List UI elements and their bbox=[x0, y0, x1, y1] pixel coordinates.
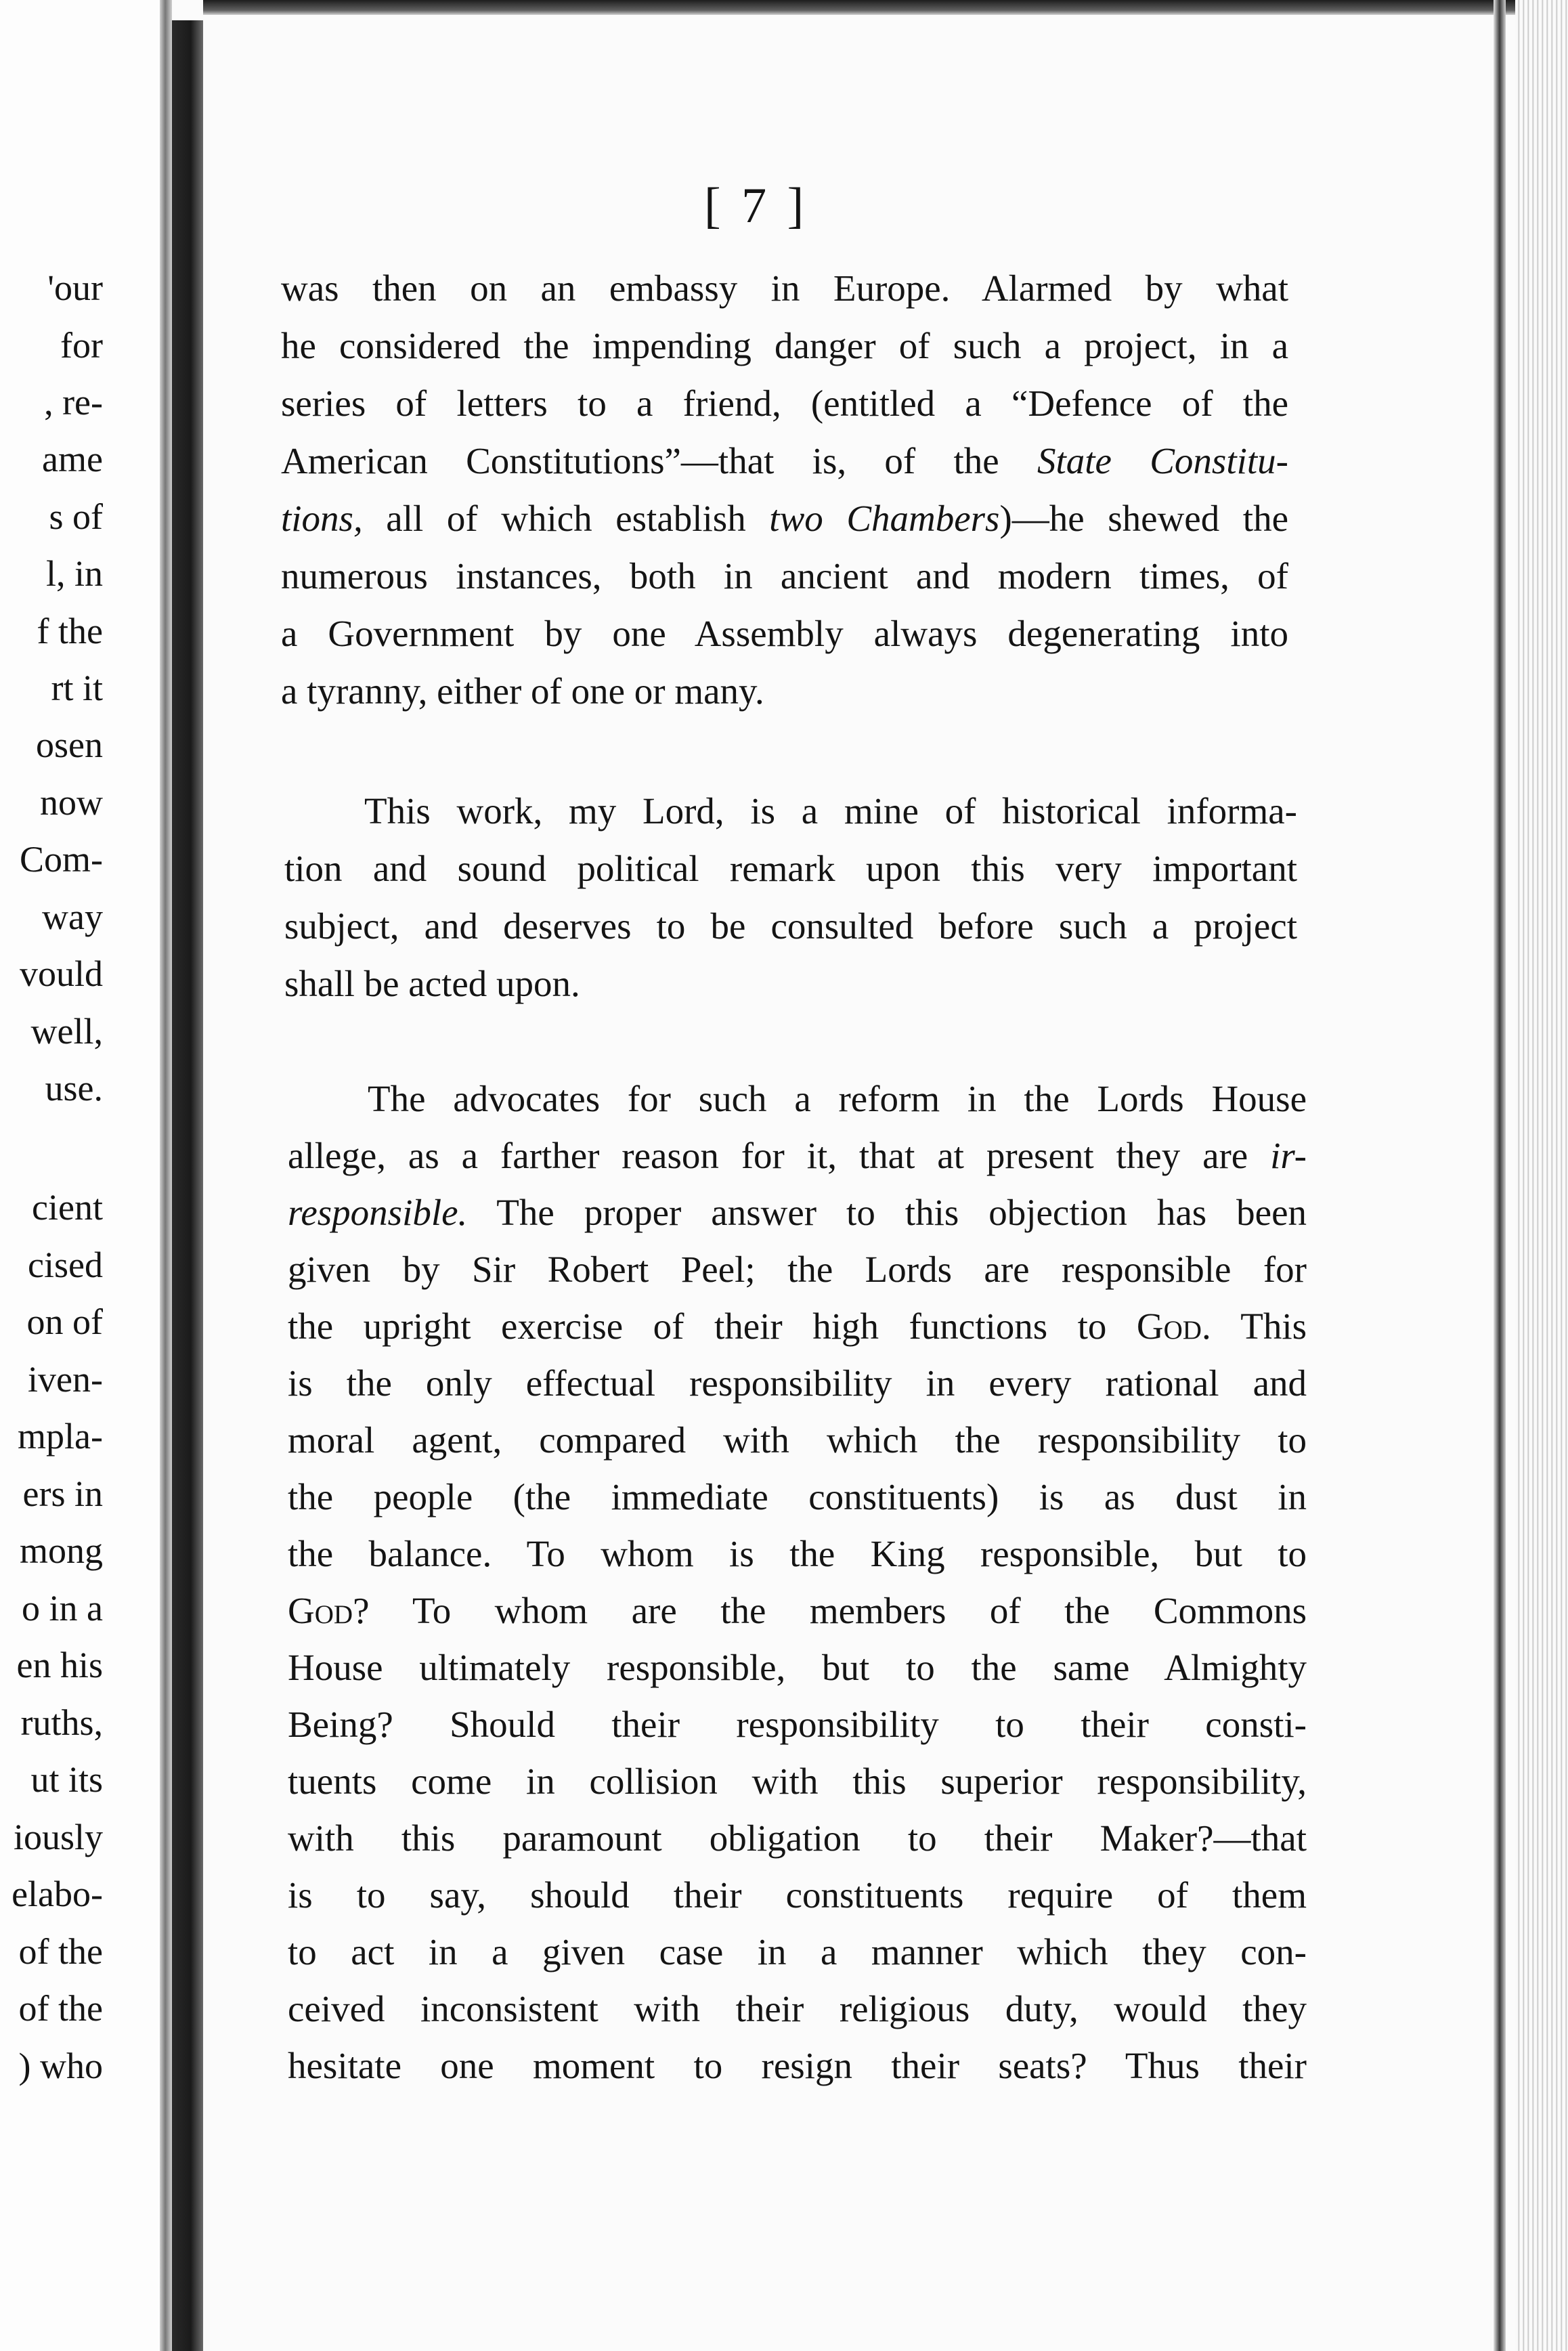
top-shadow bbox=[203, 0, 1523, 15]
fragment-line: f the bbox=[37, 611, 103, 651]
fragment-line: mpla- bbox=[18, 1416, 103, 1457]
fragment-line: osen bbox=[36, 725, 103, 765]
text-line: is to say, should their constituents require of them bbox=[288, 1874, 1307, 1916]
fragment-line: elabo- bbox=[12, 1874, 103, 1914]
text-line: responsible. The proper answer to this objection has been bbox=[288, 1192, 1307, 1233]
fragment-line: of the bbox=[18, 1931, 103, 1972]
text-line: God? To whom are the members of the Commons bbox=[288, 1590, 1307, 1631]
text-line: is the only effectual responsibility in every rational and bbox=[288, 1362, 1307, 1404]
text-line: to act in a given case in a manner which they con- bbox=[288, 1931, 1307, 1972]
fragment-line: ame bbox=[42, 439, 103, 479]
text-line: he considered the impending danger of such a project, in a bbox=[281, 325, 1288, 366]
fragment-line: l, in bbox=[45, 553, 103, 594]
page-stack-edge bbox=[1515, 0, 1568, 2351]
fragment-line: , re- bbox=[44, 382, 103, 423]
text-line: hesitate one moment to resign their seats? Thus their bbox=[288, 2045, 1307, 2086]
fragment-line: s of bbox=[49, 496, 103, 537]
fragment-line: iously bbox=[13, 1817, 103, 1857]
text-line: with this paramount obligation to their Maker?—that bbox=[288, 1817, 1307, 1859]
fragment-line: iven- bbox=[28, 1359, 103, 1400]
fragment-line: mong bbox=[19, 1530, 103, 1571]
fragment-line: en his bbox=[16, 1645, 103, 1685]
text-line: Being? Should their responsibility to their consti- bbox=[288, 1704, 1307, 1745]
text-line: American Constitutions”—that is, of the State Constitu- bbox=[281, 440, 1288, 481]
fragment-line: on of bbox=[26, 1301, 103, 1342]
text-line: tion and sound political remark upon this very important bbox=[284, 848, 1297, 889]
fragment-line: rt it bbox=[51, 668, 103, 708]
text-line: a tyranny, either of one or many. bbox=[281, 670, 764, 712]
text-line: tions, all of which establish two Chambers)—he shewed the bbox=[281, 498, 1288, 539]
text-line: tuents come in collision with this superior responsibility, bbox=[288, 1761, 1307, 1802]
fragment-line: cient bbox=[32, 1187, 103, 1228]
page-number: [ 7 ] bbox=[704, 178, 808, 234]
text-line: The advocates for such a reform in the Lords House bbox=[368, 1078, 1307, 1119]
fragment-line: now bbox=[40, 782, 103, 823]
book-gutter bbox=[172, 20, 203, 2351]
fragment-line: cised bbox=[28, 1245, 103, 1285]
text-line: the upright exercise of their high functions to God. This bbox=[288, 1306, 1307, 1347]
text-line: was then on an embassy in Europe. Alarmed by what bbox=[281, 267, 1288, 309]
fragment-line: Com- bbox=[19, 839, 103, 880]
fragment-line: use. bbox=[45, 1068, 103, 1108]
text-line: allege, as a farther reason for it, that at present they are ir- bbox=[288, 1135, 1307, 1176]
fragment-line: ut its bbox=[30, 1759, 103, 1800]
text-line: ceived inconsistent with their religious duty, would they bbox=[288, 1988, 1307, 2029]
fragment-line: for bbox=[60, 325, 103, 366]
fragment-line: ruths, bbox=[20, 1702, 103, 1743]
fragment-line: ers in bbox=[22, 1473, 103, 1514]
text-line: moral agent, compared with which the responsibility to bbox=[288, 1419, 1307, 1461]
left-page-edge bbox=[160, 0, 172, 2351]
text-line: This work, my Lord, is a mine of historical informa- bbox=[364, 790, 1297, 832]
fragment-line: well, bbox=[30, 1011, 103, 1052]
text-line: series of letters to a friend, (entitled a “Defence of the bbox=[281, 383, 1288, 424]
fragment-line: o in a bbox=[22, 1588, 103, 1629]
fragment-line: ) who bbox=[18, 2046, 103, 2086]
text-line: numerous instances, both in ancient and modern times, of bbox=[281, 555, 1288, 597]
text-line: the balance. To whom is the King responsible, but to bbox=[288, 1533, 1307, 1574]
text-line: House ultimately responsible, but to the same Almighty bbox=[288, 1647, 1307, 1688]
right-page-shadow bbox=[1494, 0, 1506, 2351]
fragment-line: 'our bbox=[47, 267, 103, 308]
text-line: a Government by one Assembly always degenerating into bbox=[281, 613, 1288, 654]
fragment-line: way bbox=[42, 897, 103, 937]
text-line: shall be acted upon. bbox=[284, 963, 580, 1004]
fragment-line: vould bbox=[19, 953, 103, 994]
text-line: given by Sir Robert Peel; the Lords are responsible for bbox=[288, 1249, 1307, 1290]
fragment-line: of the bbox=[18, 1988, 103, 2029]
text-line: the people (the immediate constituents) is as dust in bbox=[288, 1476, 1307, 1517]
text-line: subject, and deserves to be consulted before such a project bbox=[284, 905, 1297, 947]
